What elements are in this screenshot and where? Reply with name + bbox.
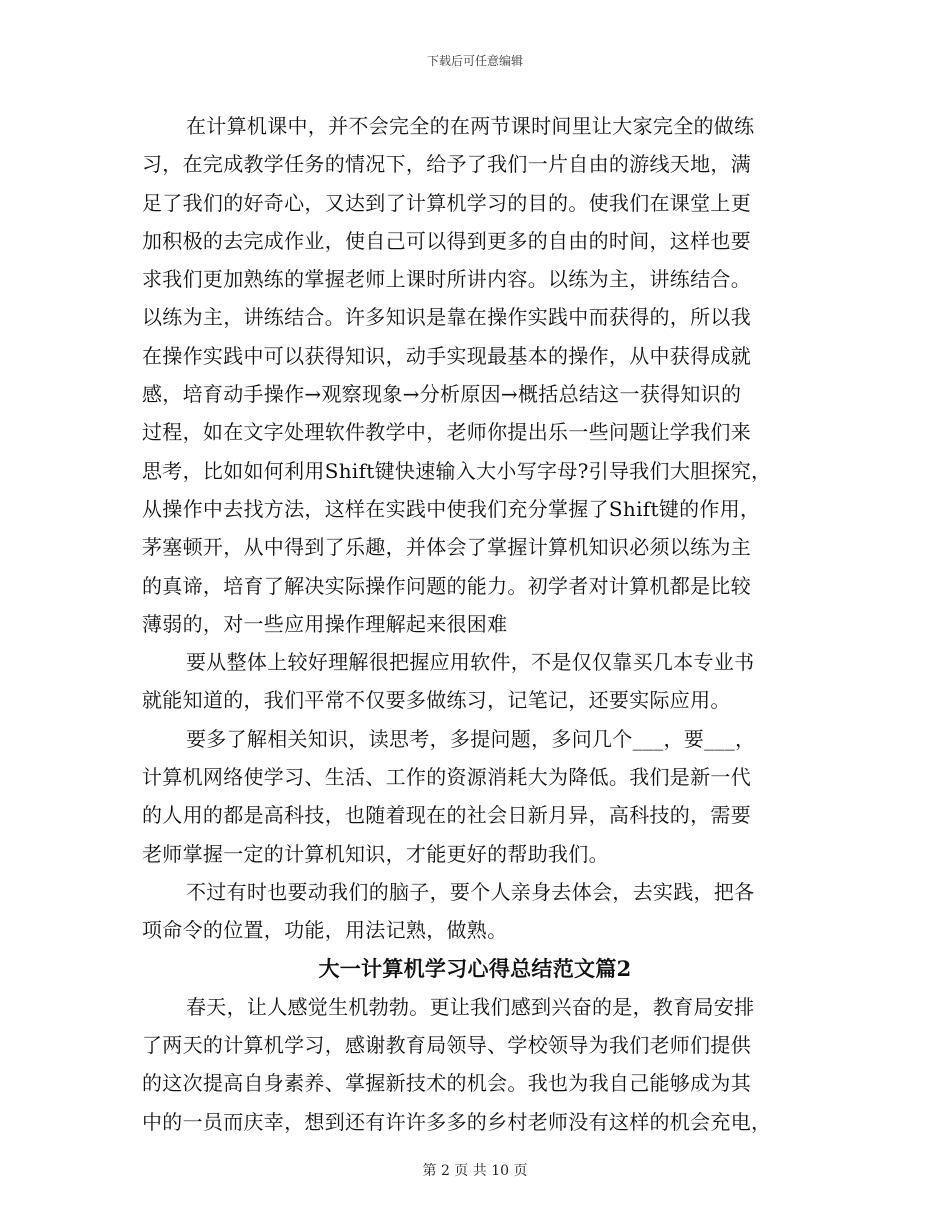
text-line: 茅塞顿开，从中得到了乐趣，并体会了掌握计算机知识必须以练为主 — [142, 535, 751, 560]
text-line: 在操作实践中可以获得知识，动手实现最基本的操作，从中获得成就 — [142, 343, 751, 368]
document-body — [142, 107, 808, 1141]
section-heading: 大一计算机学习心得总结范文篇2 — [318, 955, 632, 981]
text-line: 感，培育动手操作→观察现象→分析原因→概括总结这一获得知识的 — [142, 382, 742, 407]
text-line: 项命令的位置，功能，用法记熟，做熟。 — [142, 918, 508, 943]
text-line: 加积极的去完成作业，使自己可以得到更多的自由的时间，这样也要 — [142, 228, 751, 253]
text-line: 就能知道的，我们平常不仅要多做练习，记笔记，还要实际应用。 — [142, 688, 731, 713]
paragraph-2 — [142, 643, 808, 720]
text-line: 要多了解相关知识，读思考，多提问题，多问几个___，要___， — [186, 726, 756, 751]
text-line: 要从整体上较好理解很把握应用软件，不是仅仅靠买几本专业书 — [186, 650, 755, 675]
text-line: 以练为主，讲练结合。许多知识是靠在操作实践中而获得的，所以我 — [142, 305, 751, 330]
text-line: 的真谛，培育了解决实际操作问题的能力。初学者对计算机都是比较 — [142, 573, 751, 598]
text-line: 求我们更加熟练的掌握老师上课时所讲内容。以练为主，讲练结合。 — [142, 267, 751, 292]
page-footer: 第 2 页 共 10 页 — [422, 1163, 528, 1179]
paragraph-4 — [142, 873, 808, 950]
text-line: 中的一员而庆幸，想到还有许许多多的乡村老师没有这样的机会充电， — [142, 1109, 772, 1134]
paragraph-1 — [142, 107, 808, 643]
text-line: 老师掌握一定的计算机知识，才能更好的帮助我们。 — [142, 841, 609, 866]
paragraph-5 — [142, 988, 808, 1141]
text-line: 思考，比如如何利用Shift键快速输入大小写字母?引导我们大胆探究， — [142, 458, 772, 483]
page-header: 下载后可任意编辑 — [426, 54, 523, 68]
text-line: 的人用的都是高科技，也随着现在的社会日新月异，高科技的，需要 — [142, 803, 751, 828]
text-line: 从操作中去找方法，这样在实践中使我们充分掌握了Shift键的作用， — [142, 496, 761, 521]
text-line: 的这次提高自身素养、掌握新技术的机会。我也为我自己能够成为其 — [142, 1071, 751, 1096]
text-line: 足了我们的好奇心，又达到了计算机学习的目的。使我们在课堂上更 — [142, 190, 751, 215]
text-line: 了两天的计算机学习，感谢教育局领导、学校领导为我们老师们提供 — [142, 1033, 751, 1058]
text-line: 春天，让人感觉生机勃勃。更让我们感到兴奋的是，教育局安排 — [186, 994, 755, 1019]
text-line: 薄弱的，对一些应用操作理解起来很困难 — [142, 611, 508, 636]
text-line: 不过有时也要动我们的脑子，要个人亲身去体会，去实践，把各 — [186, 879, 755, 904]
text-line: 在计算机课中，并不会完全的在两节课时间里让大家完全的做练 — [186, 114, 755, 138]
text-line: 习，在完成教学任务的情况下，给予了我们一片自由的游线天地，满 — [142, 152, 751, 177]
paragraph-3 — [142, 720, 808, 873]
text-line: 计算机网络使学习、生活、工作的资源消耗大为降低。我们是新一代 — [142, 765, 751, 790]
text-line: 过程，如在文字处理软件教学中，老师你提出乐一些问题让学我们来 — [142, 420, 751, 445]
